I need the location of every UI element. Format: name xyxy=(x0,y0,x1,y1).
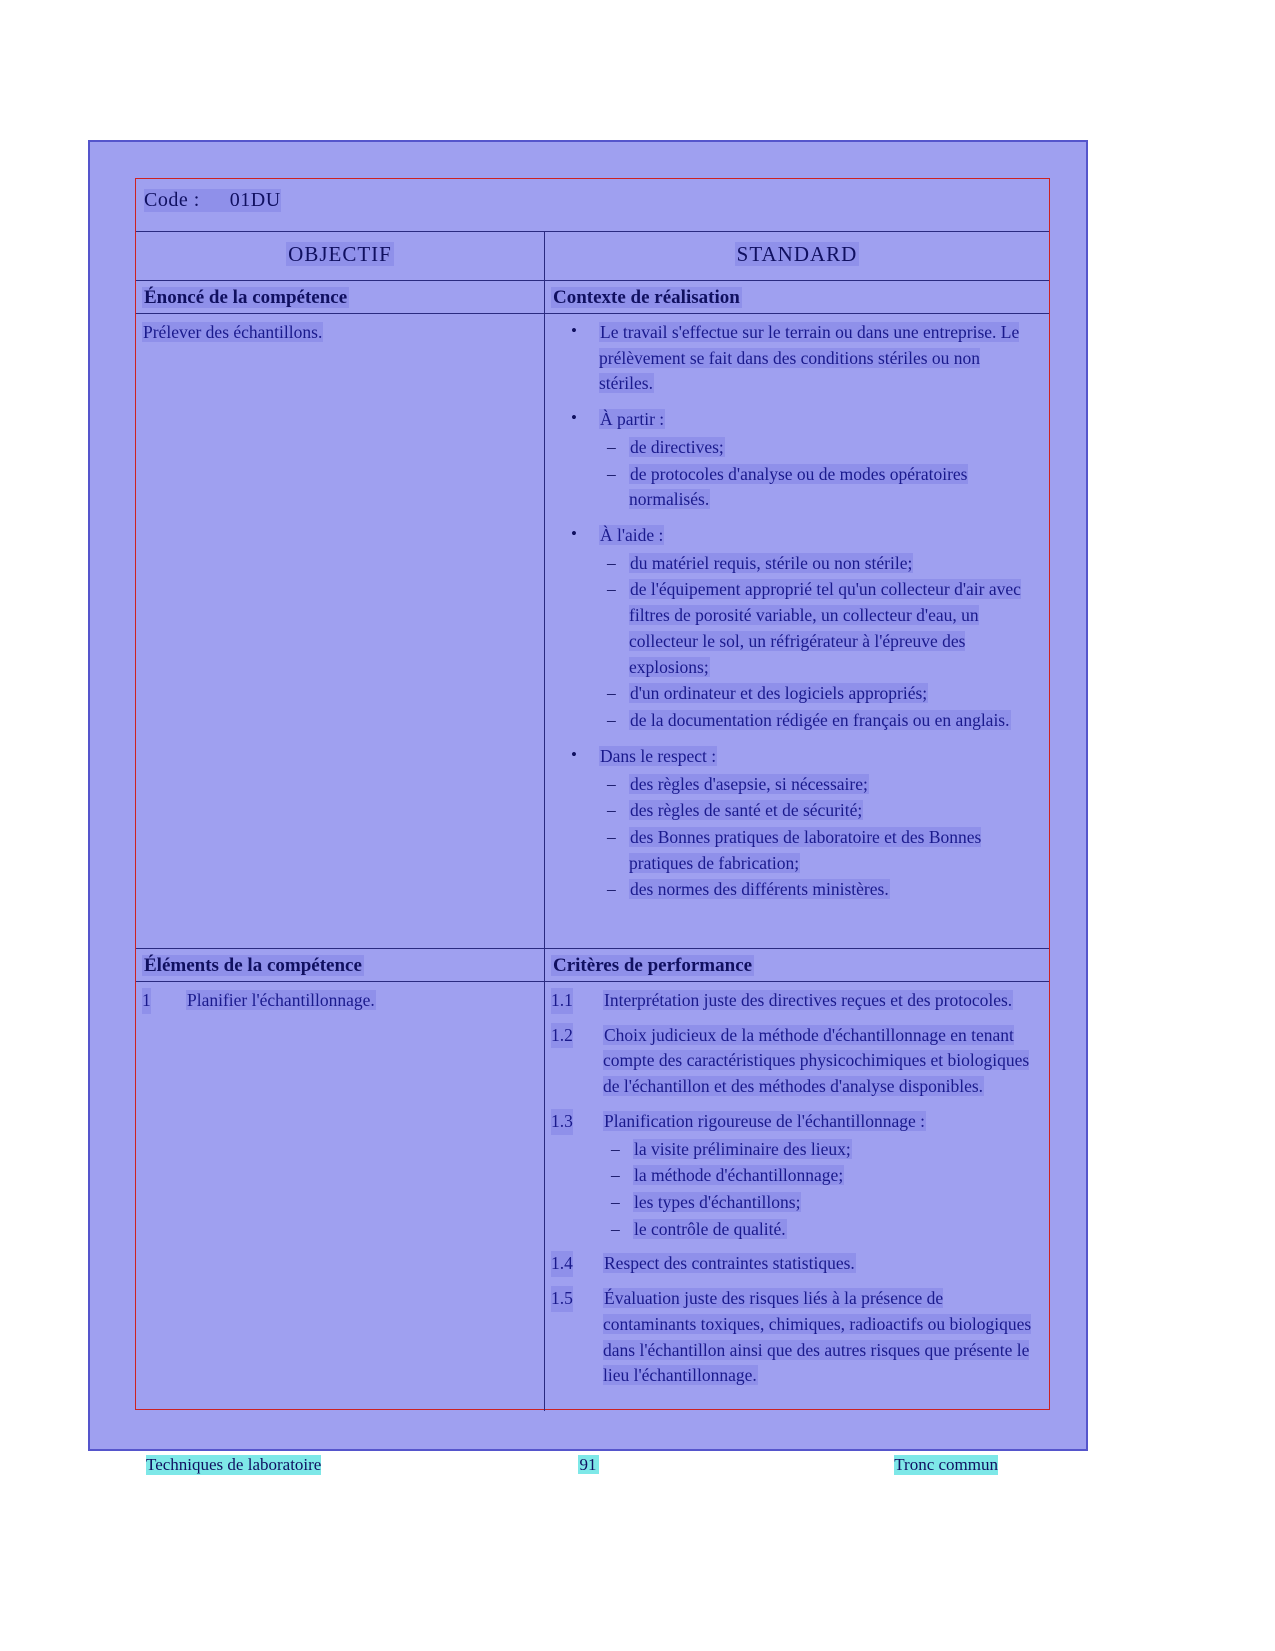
contexte-subitem: – des règles de santé et de sécurité; xyxy=(599,798,1039,824)
critere-item xyxy=(551,1251,1039,1277)
elements-title: Éléments de la compétence xyxy=(136,948,544,982)
code-line xyxy=(144,189,281,212)
header-cell-standard xyxy=(545,232,1049,280)
contexte-sublist xyxy=(599,435,1039,513)
critere-subitem: – les types d'échantillons; xyxy=(603,1190,1039,1216)
critere-text: Choix judicieux de la méthode d'échantillonnage en tenant compte des caractéristiques physicochimiques et biologiques de l'échantillon et des méthodes d'analyse disponibles. xyxy=(603,1024,1030,1097)
element-number: 1 xyxy=(142,988,151,1014)
critere-item xyxy=(551,988,1039,1014)
header-cell-objectif xyxy=(136,232,545,280)
enonce-body xyxy=(136,314,544,948)
contexte-sublist xyxy=(599,551,1039,734)
standard-header-label: STANDARD xyxy=(736,242,858,266)
critere-number: 1.1 xyxy=(551,988,573,1014)
critere-number: 1.5 xyxy=(551,1286,573,1312)
code-label: Code : xyxy=(144,189,200,211)
critere-subitem: – la visite préliminaire des lieux; xyxy=(603,1137,1039,1163)
elements-body xyxy=(136,982,544,1028)
critere-item xyxy=(551,1286,1039,1389)
contexte-item-text: À l'aide : xyxy=(600,525,664,546)
contexte-item-text: Dans le respect : xyxy=(600,745,717,766)
critere-subitem: – la méthode d'échantillonnage; xyxy=(603,1163,1039,1189)
critere-subitem: – le contrôle de qualité. xyxy=(603,1217,1039,1243)
critere-number: 1.3 xyxy=(551,1109,573,1135)
critere-sublist xyxy=(603,1137,1039,1243)
document-frame xyxy=(135,178,1050,1410)
footer-right-text: Tronc commun xyxy=(894,1455,998,1474)
criteres-title: Critères de performance xyxy=(545,948,1049,982)
contexte-subitem: – d'un ordinateur et des logiciels appropriés; xyxy=(599,681,1039,707)
contexte-list xyxy=(551,320,1039,903)
contexte-subitem: – des normes des différents ministères. xyxy=(599,877,1039,903)
code-row xyxy=(136,179,1049,232)
enonce-text: Prélever des échantillons. xyxy=(143,322,323,342)
critere-number: 1.4 xyxy=(551,1251,573,1277)
contexte-subitem: – des règles d'asepsie, si nécessaire; xyxy=(599,772,1039,798)
critere-item xyxy=(551,1023,1039,1100)
critere-text: Interprétation juste des directives reçues et des protocoles. xyxy=(604,990,1013,1010)
footer-left-text: Techniques de laboratoire xyxy=(146,1455,322,1474)
contexte-subitem: – de l'équipement approprié tel qu'un collecteur d'air avec filtres de porosité variable, un collecteur d'eau, un collecteur le sol, un réfrigérateur à l'épreuve des explosions; xyxy=(599,577,1039,680)
code-value: 01DU xyxy=(229,189,281,211)
element-item xyxy=(142,988,534,1014)
contexte-item xyxy=(551,407,1039,513)
contexte-sublist xyxy=(599,772,1039,904)
criteres-body xyxy=(545,982,1049,1406)
contexte-item xyxy=(551,744,1039,903)
table-body xyxy=(136,281,1049,1411)
standard-column xyxy=(545,281,1049,1411)
contexte-subitem: – des Bonnes pratiques de laboratoire et des Bonnes pratiques de fabrication; xyxy=(599,825,1039,876)
footer-page-number: 91 xyxy=(579,1455,597,1474)
contexte-title: Contexte de réalisation xyxy=(545,281,1049,314)
page-canvas xyxy=(88,140,1088,1451)
contexte-subitem: – du matériel requis, stérile ou non stérile; xyxy=(599,551,1039,577)
contexte-body xyxy=(545,314,1049,948)
critere-text: Évaluation juste des risques liés à la présence de contaminants toxiques, chimiques, radioactifs ou biologiques dans l'échantillon ainsi que des autres risques que présente le lieu l'échantillonnage. xyxy=(603,1288,1032,1386)
contexte-item-text: À partir : xyxy=(600,409,665,430)
objectif-column xyxy=(136,281,545,1411)
critere-item xyxy=(551,1109,1039,1243)
critere-number: 1.2 xyxy=(551,1023,573,1049)
enonce-title: Énoncé de la compétence xyxy=(136,281,544,314)
contexte-subitem: – de directives; xyxy=(599,435,1039,461)
contexte-subitem: – de protocoles d'analyse ou de modes opératoires normalisés. xyxy=(599,462,1039,513)
critere-text: Respect des contraintes statistiques. xyxy=(604,1253,855,1274)
critere-text: Planification rigoureuse de l'échantillonnage : xyxy=(604,1110,925,1131)
contexte-item xyxy=(551,523,1039,734)
objectif-header-label: OBJECTIF xyxy=(288,242,392,266)
element-text: Planifier l'échantillonnage. xyxy=(187,990,375,1010)
contexte-item xyxy=(551,320,1039,397)
contexte-subitem: – de la documentation rédigée en français ou en anglais. xyxy=(599,708,1039,734)
table-header-row xyxy=(136,232,1049,281)
contexte-item-text: Le travail s'effectue sur le terrain ou dans une entreprise. Le prélèvement se fait dans des conditions stériles ou non stériles. xyxy=(599,322,1020,394)
